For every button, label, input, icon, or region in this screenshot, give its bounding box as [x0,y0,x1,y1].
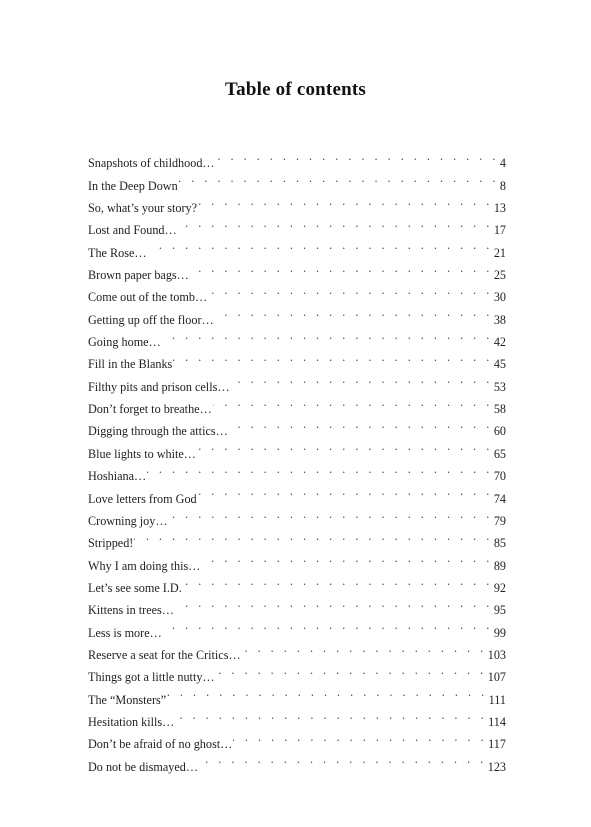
toc-page-number: 4 [499,156,506,171]
toc-entry-title: Kittens in trees… [88,603,174,618]
toc-entry-title: Filthy pits and prison cells… [88,379,230,394]
toc-dot-leader [229,413,493,435]
toc-page-number: 89 [493,558,506,573]
toc-page-number: 21 [493,245,506,260]
page-title: Table of contents [225,78,366,100]
toc-page-number: 42 [493,335,506,350]
toc-page-number: 114 [488,714,506,729]
toc-dot-leader [216,145,499,167]
toc-entry-title: Love letters from God [88,491,197,506]
toc-dot-leader [199,748,487,770]
toc-dot-leader [213,391,493,413]
toc-page-number: 53 [493,379,506,394]
toc-page-number: 45 [493,357,506,372]
toc-entry-title: Don’t be afraid of no ghost… [88,737,233,752]
toc-dot-leader [208,279,493,301]
toc-dot-leader [242,637,487,659]
toc-page-number: 8 [499,178,506,193]
toc-page-number: 70 [493,469,506,484]
toc-entry [88,234,506,260]
toc-dot-leader [147,458,493,480]
toc-entry-title: Brown paper bags… [88,268,189,283]
toc-dot-leader [169,503,493,525]
toc-dot-leader [162,324,493,346]
toc-dot-leader [167,681,487,703]
toc-entry-title: Crowning joy… [88,513,168,528]
toc-page-number: 79 [493,513,506,528]
toc-page-number: 92 [493,580,506,595]
toc-entry-title: Let’s see some I.D. [88,580,182,595]
toc-page-number: 95 [493,603,506,618]
toc-page-number: 13 [493,201,506,216]
toc-entry [88,525,506,551]
toc-entry [88,257,506,283]
toc-page-number: 38 [493,312,506,327]
toc-dot-leader [175,592,493,614]
toc-entry-title: The Rose… [88,245,147,260]
toc-entry-title: Hoshiana… [88,469,147,484]
toc-page-number: 123 [487,759,506,774]
toc-dot-leader [197,435,493,457]
toc-entry-title: Fill in the Blanks [88,357,173,372]
toc-page-number: 107 [487,670,506,685]
toc-page-number: 58 [493,402,506,417]
toc-dot-leader [183,570,493,592]
toc-dot-leader [190,257,493,279]
toc-page-number: 99 [493,625,506,640]
toc-page-number: 111 [488,692,506,707]
toc-entry-title: Reserve a seat for the Critics… [88,647,241,662]
toc-entry-title: Digging through the attics… [88,424,228,439]
toc-page-number: 25 [493,268,506,283]
table-of-contents [88,145,506,774]
toc-entry-title: Hesitation kills… [88,714,175,729]
toc-entry [88,145,506,171]
toc-entry-title: Why I am doing this… [88,558,201,573]
toc-entry-title: Come out of the tomb… [88,290,208,305]
toc-page-number: 30 [493,290,506,305]
toc-page-number: 60 [493,424,506,439]
toc-dot-leader [233,726,487,748]
toc-page-number: 85 [493,536,506,551]
toc-dot-leader [198,190,493,212]
toc-entry [88,480,506,506]
toc-page-number: 74 [493,491,506,506]
toc-dot-leader [173,346,493,368]
toc-page-number: 65 [493,446,506,461]
toc-dot-leader [215,301,493,323]
toc-entry-title: Lost and Found… [88,223,177,238]
toc-page-number: 117 [488,737,506,752]
toc-dot-leader [134,525,492,547]
toc-page-number: 17 [493,223,506,238]
toc-dot-leader [231,368,493,390]
toc-dot-leader [148,234,493,256]
toc-dot-leader [216,659,487,681]
toc-entry-title: Do not be dismayed… [88,759,199,774]
toc-dot-leader [175,704,487,726]
toc-dot-leader [198,480,493,502]
toc-entry [88,458,506,484]
toc-entry-title: Less is more… [88,625,162,640]
toc-entry-title: Going home… [88,335,161,350]
toc-entry [88,547,506,573]
toc-entry-title: The “Monsters” [88,692,167,707]
toc-entry-title: Things got a little nutty… [88,670,215,685]
toc-entry-title: Snapshots of childhood… [88,156,215,171]
toc-entry-title: So, what’s your story? [88,201,198,216]
toc-entry-title: Blue lights to white… [88,446,196,461]
toc-dot-leader [201,547,492,569]
toc-dot-leader [163,614,493,636]
toc-dot-leader [179,167,499,189]
toc-entry-title: In the Deep Down [88,178,178,193]
toc-entry-title: Stripped! [88,536,134,551]
toc-page-number: 103 [487,647,506,662]
toc-entry-title: Getting up off the floor… [88,312,214,327]
toc-dot-leader [178,212,493,234]
toc-entry-title: Don’t forget to breathe… [88,402,212,417]
